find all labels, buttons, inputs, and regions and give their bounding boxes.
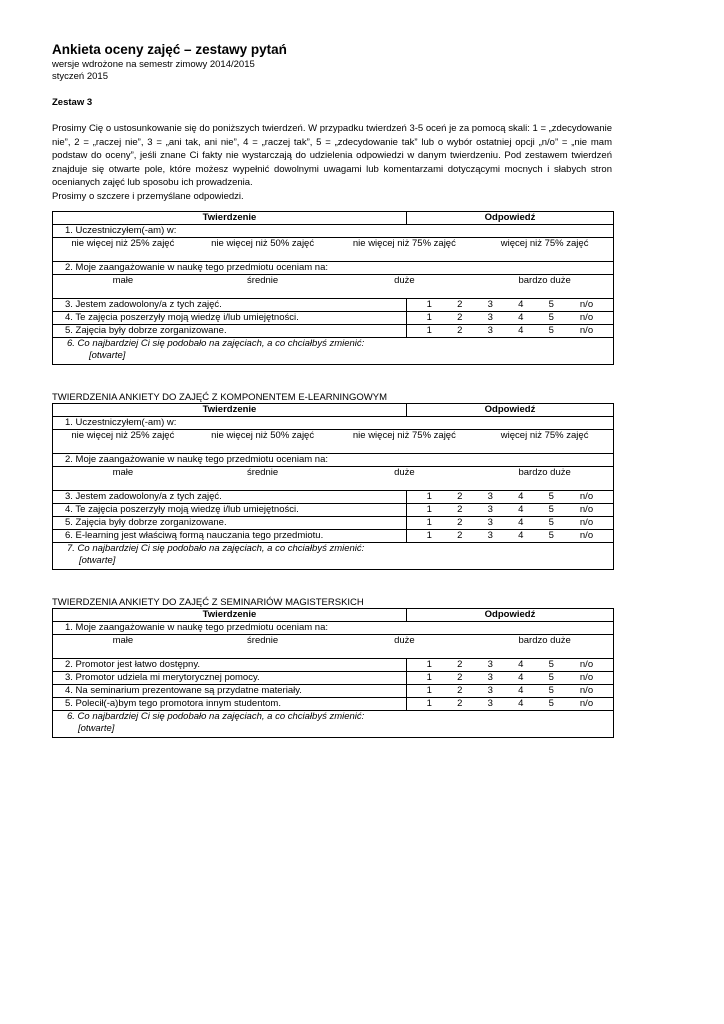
engagement-option[interactable]: duże (394, 634, 415, 646)
participation-options (53, 430, 613, 442)
rating-scale (407, 530, 613, 542)
open-question-text: 6. Co najbardziej Ci się podobało na zajęciach, a co chciałbyś zmienić: (67, 710, 365, 722)
document-title: Ankieta oceny zajęć – zestawy pytań (52, 42, 287, 57)
set-title: Zestaw 3 (52, 97, 93, 108)
rating-option[interactable]: 5 (548, 671, 554, 683)
rating-option[interactable]: 5 (548, 503, 554, 515)
engagement-options (53, 467, 613, 479)
engagement-question: 2. Moje zaangażowanie w naukę tego przedmiotu oceniam na: (53, 261, 614, 274)
rating-option[interactable]: n/o (579, 503, 594, 515)
engagement-option[interactable]: małe (112, 466, 134, 478)
rating-option[interactable]: 5 (548, 684, 554, 696)
section-title-elearning: TWIERDZENIA ANKIETY DO ZAJĘĆ Z KOMPONENTEM E-LEARNINGOWYM (52, 391, 387, 403)
rating-option[interactable]: 1 (426, 490, 432, 502)
participation-question: 1. Uczestniczyłem(-am) w: (53, 416, 614, 429)
rating-option[interactable]: 5 (548, 298, 554, 310)
participation-option[interactable]: więcej niż 75% zajęć (500, 237, 589, 249)
statement-item: 5. Zajęcia były dobrze zorganizowane. (53, 516, 407, 529)
engagement-options (53, 635, 613, 647)
rating-option[interactable]: 4 (518, 298, 524, 310)
rating-option[interactable]: n/o (579, 311, 594, 323)
questionnaire-table-3 (52, 608, 614, 738)
intro-paragraph: Prosimy Cię o ustosunkowanie się do poniższych twierdzeń. W przypadku twierdzeń 3-5 oceń je za pomocą skali: 1 = „zdecydowanie nie”, 2 = „raczej nie”, 3 = „ani tak, ani nie”, 4 = „raczej tak”, 5 = „zdecydowanie tak” lub o wybór ostatniej opcji „n/o” = „nie mam podstaw do oceny”, jeśli znane Ci fakty nie wystarczają do udzielenia odpowiedzi w danym twierdzeniu. Pod zestawem twierdzeń znajduje się otwarte pole, które możesz wypełnić dowolnymi uwagami lub komentarzami dotyczącymi mocnych i słabych stron ocenianych zajęć lub sposobu ich prowadzenia. (52, 123, 612, 189)
engagement-option[interactable]: małe (112, 634, 134, 646)
rating-option[interactable]: 4 (518, 684, 524, 696)
participation-question: 1. Uczestniczyłem(-am) w: (53, 224, 614, 237)
header-answer: Odpowiedź (407, 211, 614, 224)
engagement-option[interactable]: średnie (247, 466, 279, 478)
rating-option[interactable]: 1 (426, 311, 432, 323)
rating-option[interactable]: 3 (487, 324, 493, 336)
open-tag: [otwarte] (79, 554, 116, 566)
rating-option[interactable]: 5 (548, 516, 554, 528)
engagement-options (53, 275, 613, 287)
header-answer: Odpowiedź (407, 608, 614, 621)
rating-option[interactable]: n/o (579, 516, 594, 528)
rating-option[interactable]: n/o (579, 298, 594, 310)
rating-scale (407, 659, 613, 671)
participation-option[interactable]: nie więcej niż 50% zajęć (211, 429, 315, 441)
participation-option[interactable]: nie więcej niż 25% zajęć (71, 429, 175, 441)
open-question-text: 7. Co najbardziej Ci się podobało na zajęciach, a co chciałbyś zmienić: (67, 542, 365, 554)
participation-option[interactable]: nie więcej niż 25% zajęć (71, 237, 175, 249)
rating-option[interactable]: 1 (426, 516, 432, 528)
rating-option[interactable]: 4 (518, 697, 524, 709)
engagement-option[interactable]: bardzo duże (518, 274, 571, 286)
rating-scale (407, 685, 613, 697)
rating-option[interactable]: 5 (548, 311, 554, 323)
rating-scale (407, 491, 613, 503)
rating-option[interactable]: n/o (579, 658, 594, 670)
rating-option[interactable]: n/o (579, 697, 594, 709)
rating-option[interactable]: 2 (457, 684, 463, 696)
header-statement: Twierdzenie (53, 211, 407, 224)
engagement-option[interactable]: średnie (247, 274, 279, 286)
open-tag: [otwarte] (78, 722, 115, 734)
open-question[interactable] (53, 337, 614, 364)
open-tag: [otwarte] (89, 349, 126, 361)
rating-option[interactable]: 3 (487, 311, 493, 323)
rating-option[interactable]: 5 (548, 697, 554, 709)
statement-item: 5. Polecił(-a)bym tego promotora innym studentom. (53, 697, 407, 710)
rating-option[interactable]: 4 (518, 503, 524, 515)
rating-option[interactable]: 2 (457, 529, 463, 541)
open-question[interactable] (53, 542, 614, 569)
questionnaire-table-2 (52, 403, 614, 570)
engagement-question: 1. Moje zaangażowanie w naukę tego przedmiotu oceniam na: (53, 621, 614, 634)
engagement-option[interactable]: bardzo duże (518, 634, 571, 646)
document-date: styczeń 2015 (52, 71, 108, 82)
statement-item: 4. Te zajęcia poszerzyły moją wiedzę i/lub umiejętności. (53, 311, 407, 324)
rating-option[interactable]: 1 (426, 503, 432, 515)
header-answer: Odpowiedź (407, 403, 614, 416)
document-subtitle: wersje wdrożone na semestr zimowy 2014/2015 (52, 59, 255, 70)
rating-option[interactable]: n/o (579, 529, 594, 541)
rating-option[interactable]: 2 (457, 671, 463, 683)
questionnaire-table-1 (52, 211, 614, 365)
engagement-question: 2. Moje zaangażowanie w naukę tego przedmiotu oceniam na: (53, 453, 614, 466)
rating-option[interactable]: 5 (548, 490, 554, 502)
statement-item: 2. Promotor jest łatwo dostępny. (53, 658, 407, 671)
rating-option[interactable]: 4 (518, 324, 524, 336)
header-statement: Twierdzenie (53, 608, 407, 621)
statement-item: 4. Te zajęcia poszerzyły moją wiedzę i/lub umiejętności. (53, 503, 407, 516)
rating-option[interactable]: 4 (518, 311, 524, 323)
rating-option[interactable]: 3 (487, 684, 493, 696)
rating-scale (407, 698, 613, 710)
open-question[interactable] (53, 710, 614, 737)
rating-option[interactable]: 1 (426, 658, 432, 670)
participation-options (53, 238, 613, 250)
engagement-option[interactable]: duże (394, 466, 415, 478)
rating-option[interactable]: 2 (457, 516, 463, 528)
statement-item: 6. E-learning jest właściwą formą nauczania tego przedmiotu. (53, 529, 407, 542)
statement-item: 4. Na seminarium prezentowane są przydatne materiały. (53, 684, 407, 697)
engagement-option[interactable]: bardzo duże (518, 466, 571, 478)
rating-option[interactable]: 5 (548, 658, 554, 670)
rating-option[interactable]: 3 (487, 658, 493, 670)
rating-scale (407, 312, 613, 324)
rating-scale (407, 517, 613, 529)
rating-option[interactable]: 5 (548, 529, 554, 541)
rating-option[interactable]: 4 (518, 490, 524, 502)
rating-option[interactable]: 3 (487, 671, 493, 683)
participation-option[interactable]: nie więcej niż 75% zajęć (352, 429, 456, 441)
participation-option[interactable]: nie więcej niż 50% zajęć (211, 237, 315, 249)
rating-option[interactable]: 2 (457, 503, 463, 515)
rating-option[interactable]: 3 (487, 503, 493, 515)
rating-scale (407, 299, 613, 311)
rating-option[interactable]: 2 (457, 311, 463, 323)
rating-option[interactable]: 1 (426, 324, 432, 336)
rating-option[interactable]: 2 (457, 324, 463, 336)
engagement-option[interactable]: średnie (247, 634, 279, 646)
section-title-seminar: TWIERDZENIA ANKIETY DO ZAJĘĆ Z SEMINARIÓW MAGISTERSKICH (52, 596, 364, 608)
rating-option[interactable]: n/o (579, 671, 594, 683)
rating-option[interactable]: 1 (426, 529, 432, 541)
rating-scale (407, 325, 613, 337)
rating-option[interactable]: 5 (548, 324, 554, 336)
statement-item: 3. Jestem zadowolony/a z tych zajęć. (53, 298, 407, 311)
rating-option[interactable]: 4 (518, 671, 524, 683)
rating-option[interactable]: 1 (426, 684, 432, 696)
rating-option[interactable]: 3 (487, 490, 493, 502)
statement-item: 3. Jestem zadowolony/a z tych zajęć. (53, 490, 407, 503)
rating-option[interactable]: n/o (579, 324, 594, 336)
engagement-option[interactable]: duże (394, 274, 415, 286)
header-statement: Twierdzenie (53, 403, 407, 416)
statement-item: 3. Promotor udziela mi merytorycznej pomocy. (53, 671, 407, 684)
rating-option[interactable]: 2 (457, 298, 463, 310)
engagement-option[interactable]: małe (112, 274, 134, 286)
intro-request: Prosimy o szczere i przemyślane odpowiedzi. (52, 190, 244, 202)
rating-scale (407, 672, 613, 684)
participation-option[interactable]: nie więcej niż 75% zajęć (352, 237, 456, 249)
rating-option[interactable]: 3 (487, 516, 493, 528)
rating-option[interactable]: 1 (426, 697, 432, 709)
participation-option[interactable]: więcej niż 75% zajęć (500, 429, 589, 441)
rating-option[interactable]: 3 (487, 697, 493, 709)
rating-option[interactable]: 2 (457, 490, 463, 502)
rating-option[interactable]: 3 (487, 298, 493, 310)
rating-option[interactable]: 4 (518, 516, 524, 528)
rating-option[interactable]: 3 (487, 529, 493, 541)
rating-option[interactable]: 1 (426, 671, 432, 683)
open-question-text: 6. Co najbardziej Ci się podobało na zajęciach, a co chciałbyś zmienić: (67, 337, 365, 349)
rating-option[interactable]: 1 (426, 298, 432, 310)
rating-option[interactable]: 2 (457, 697, 463, 709)
rating-option[interactable]: 4 (518, 529, 524, 541)
rating-option[interactable]: 2 (457, 658, 463, 670)
rating-scale (407, 504, 613, 516)
rating-option[interactable]: n/o (579, 684, 594, 696)
document-page (52, 42, 612, 738)
statement-item: 5. Zajęcia były dobrze zorganizowane. (53, 324, 407, 337)
rating-option[interactable]: n/o (579, 490, 594, 502)
rating-option[interactable]: 4 (518, 658, 524, 670)
